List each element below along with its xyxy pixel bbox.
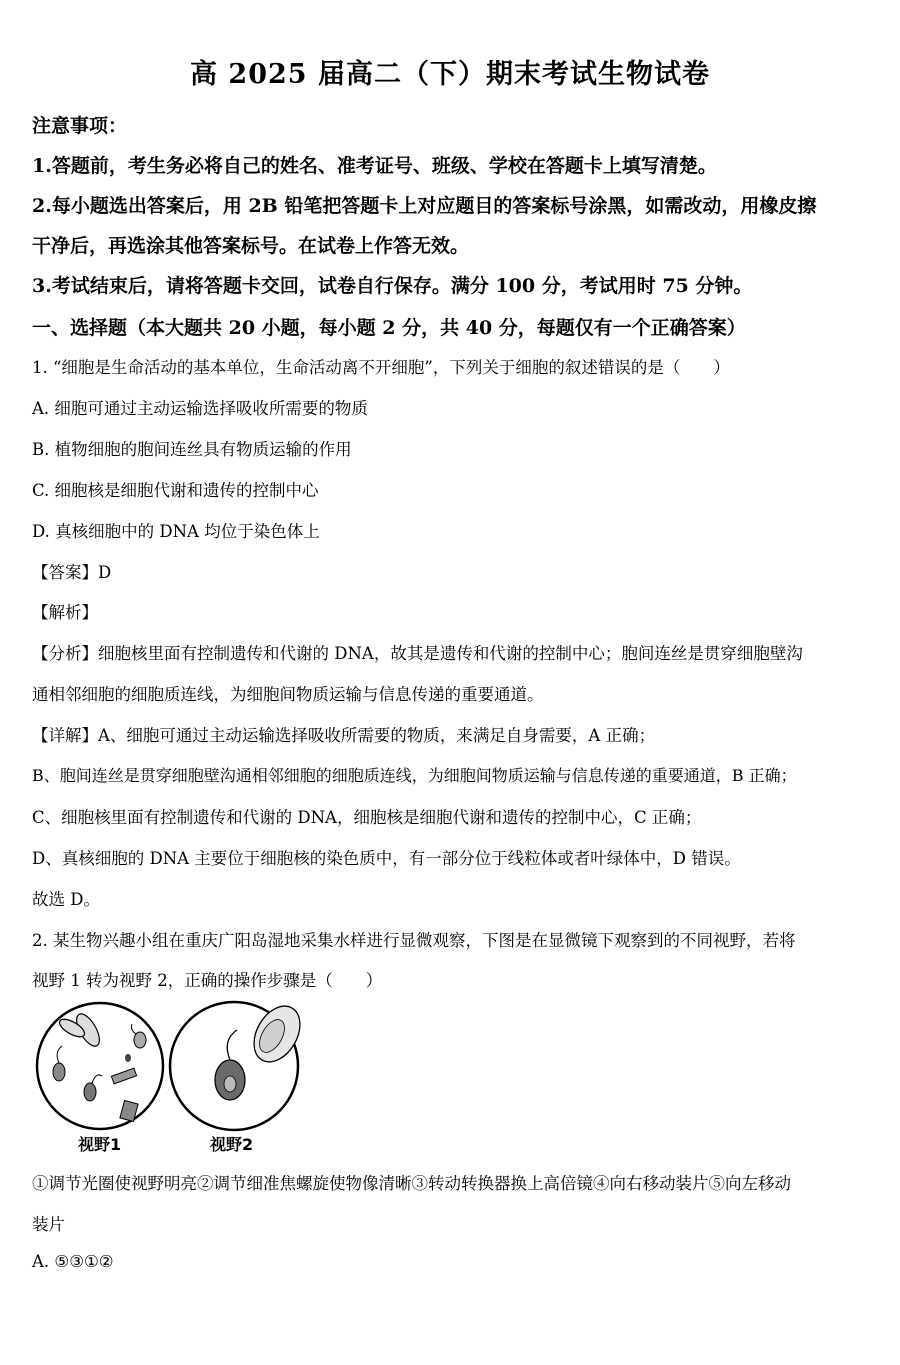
q1-answer: 【答案】D: [32, 563, 112, 582]
q1-conclusion: 故选 D。: [32, 890, 100, 909]
exam-title: 高 2025 届高二（下）期末考试生物试卷: [190, 59, 710, 90]
q1-option-d: D. 真核细胞中的 DNA 均位于染色体上: [32, 522, 320, 541]
q1-detail-1: 【详解】A、细胞可通过主动运输选择吸收所需要的物质，来满足自身需要，A 正确；: [32, 726, 656, 745]
notice-item-1: 1.答题前，考生务必将自己的姓名、准考证号、班级、学校在答题卡上填写清楚。: [32, 155, 717, 177]
field-2-circle: [170, 1000, 309, 1130]
q2-steps-line-1: ①调节光圈使视野明亮②调节细准焦螺旋使物像清晰③转动转换器换上高倍镜④向右移动装片⑤向左移动: [32, 1174, 791, 1193]
q1-analysis-label: 【解析】: [32, 603, 98, 622]
field-2-caption: 视野2: [210, 1135, 254, 1154]
q1-analysis-line-1: 【分析】细胞核里面有控制遗传和代谢的 DNA，故其是遗传和代谢的控制中心；胞间连丝是贯穿细胞壁沟: [32, 644, 803, 663]
q2-steps-line-2: 装片: [32, 1215, 65, 1234]
q1-detail-3: C、细胞核里面有控制遗传和代谢的 DNA，细胞核是细胞代谢和遗传的控制中心，C 正确；: [32, 808, 702, 827]
q2-stem-line-1: 2. 某生物兴趣小组在重庆广阳岛湿地采集水样进行显微观察，下图是在显微镜下观察到的不同视野，若将: [32, 931, 796, 950]
section-1-heading: 一、选择题（本大题共 20 小题，每小题 2 分，共 40 分，每题仅有一个正确答案）: [32, 317, 746, 339]
q1-option-b: B. 植物细胞的胞间连丝具有物质运输的作用: [32, 440, 352, 459]
notice-heading: 注意事项：: [32, 115, 128, 137]
q1-analysis-line-2: 通相邻细胞的细胞质连线，为细胞间物质运输与信息传递的重要通道。: [32, 685, 544, 704]
q2-option-a: A. ⑤③①②: [32, 1252, 114, 1271]
microscope-fields-figure: [32, 1000, 312, 1160]
notice-item-2-line-1: 2.每小题选出答案后，用 2B 铅笔把答题卡上对应题目的答案标号涂黑，如需改动，用橡皮擦: [32, 195, 817, 217]
q1-stem: 1. “细胞是生命活动的基本单位，生命活动离不开细胞”，下列关于细胞的叙述错误的是（ ）: [32, 358, 730, 377]
q1-detail-2: B、胞间连丝是贯穿细胞壁沟通相邻细胞的细胞质连线，为细胞间物质运输与信息传递的重要通道，B 正确；: [32, 766, 797, 785]
notice-item-2-line-2: 干净后，再选涂其他答案标号。在试卷上作答无效。: [32, 235, 470, 257]
q1-option-c: C. 细胞核是细胞代谢和遗传的控制中心: [32, 481, 319, 500]
field-1-caption: 视野1: [78, 1135, 122, 1154]
notice-item-3: 3.考试结束后，请将答题卡交回，试卷自行保存。满分 100 分，考试用时 75 分钟。: [32, 275, 753, 297]
q1-detail-4: D、真核细胞的 DNA 主要位于细胞核的染色质中，有一部分位于线粒体或者叶绿体中，D 错误。: [32, 849, 741, 868]
field-1-circle: [37, 1003, 163, 1129]
q1-option-a: A. 细胞可通过主动运输选择吸收所需要的物质: [32, 399, 368, 418]
q2-stem-line-2: 视野 1 转为视野 2，正确的操作步骤是（ ）: [32, 971, 383, 990]
